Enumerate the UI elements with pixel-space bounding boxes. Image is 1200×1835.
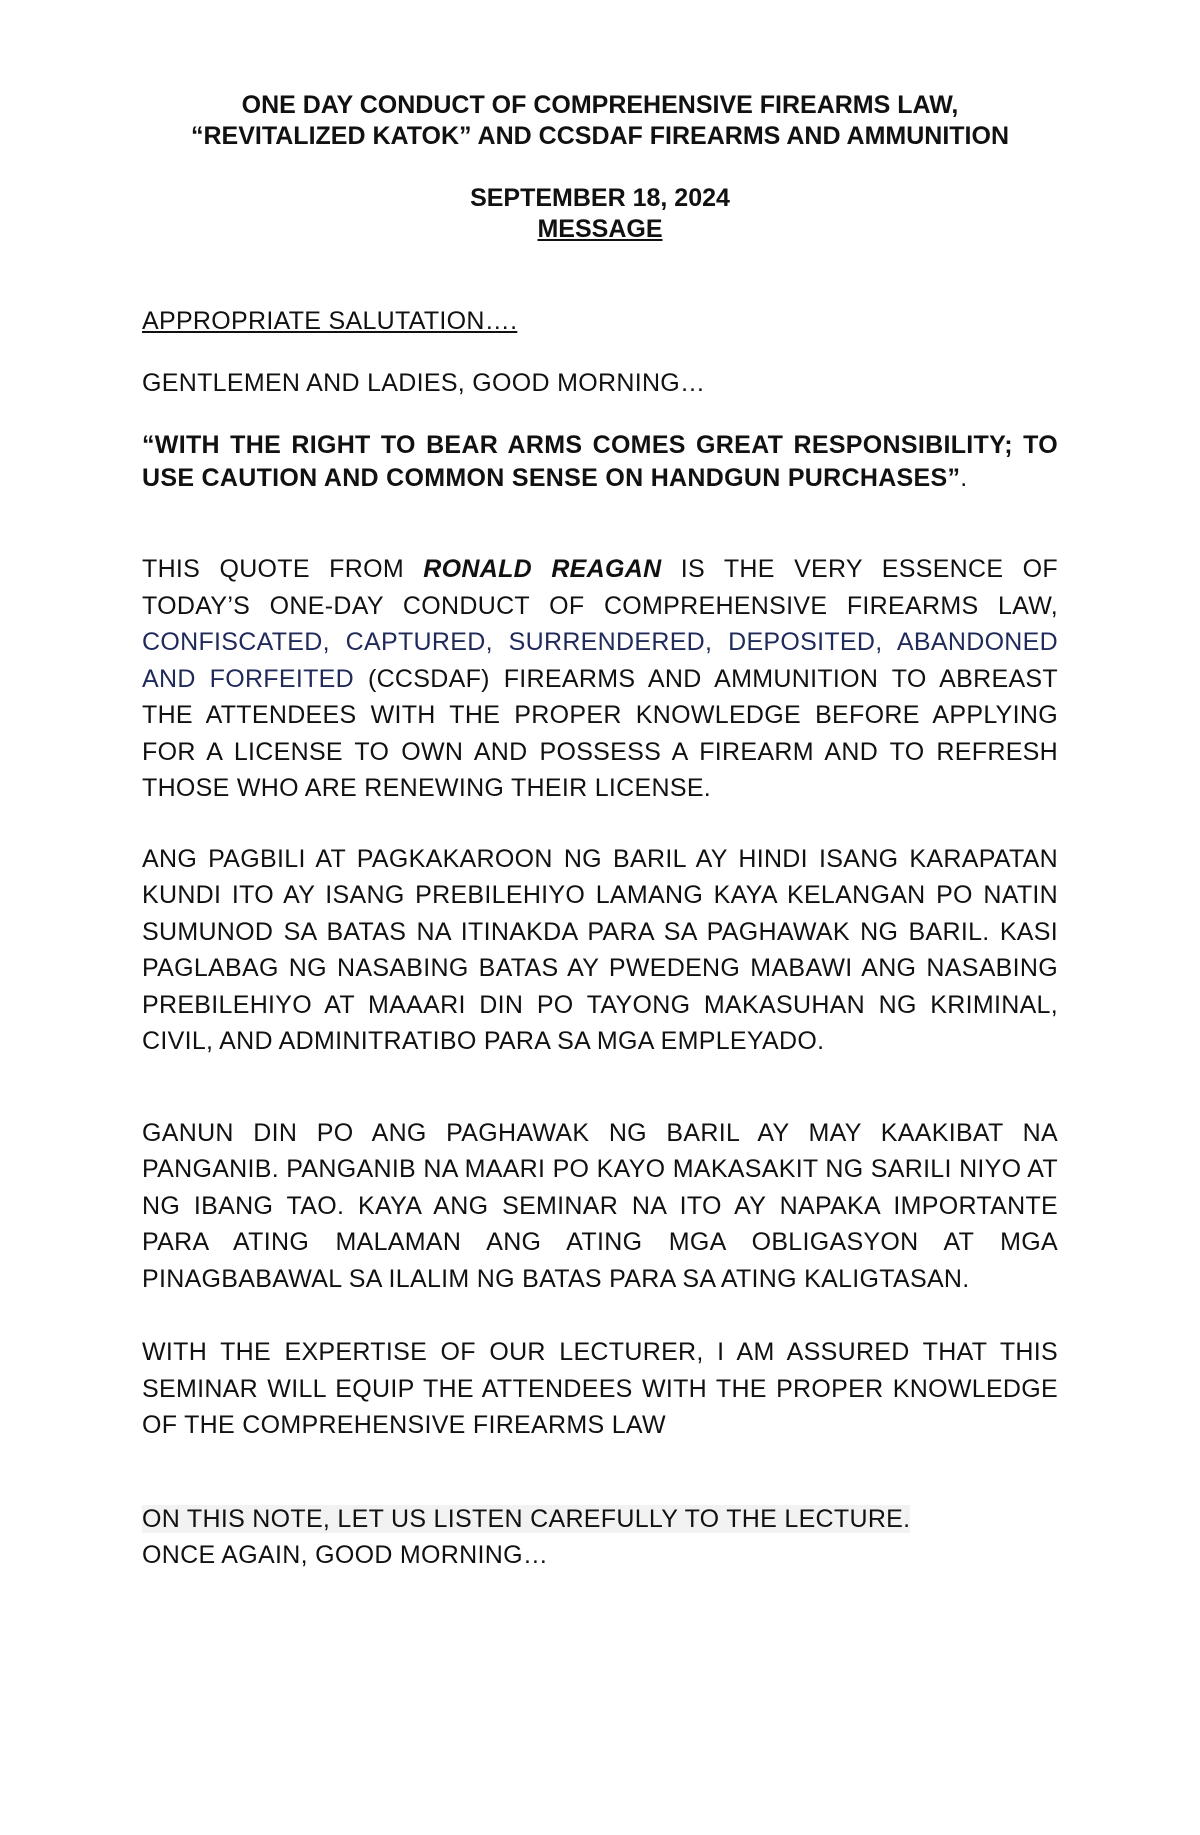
title-line-2: “REVITALIZED KATOK” AND CCSDAF FIREARMS AND AMMUNITION bbox=[190, 122, 1010, 150]
message-heading: MESSAGE bbox=[537, 215, 663, 243]
p1-prefix: THIS QUOTE FROM bbox=[142, 555, 424, 583]
closing-line-2: ONCE AGAIN, GOOD MORNING… bbox=[142, 1541, 549, 1569]
salutation: APPROPRIATE SALUTATION…. bbox=[142, 307, 518, 335]
closing-paragraph bbox=[142, 1501, 1058, 1574]
paragraph-quote-essence bbox=[142, 551, 1058, 807]
quote-end: . bbox=[960, 464, 968, 492]
quote-text: “WITH THE RIGHT TO BEAR ARMS COMES GREAT RESPONSIBILITY; TO USE CAUTION AND COMMON SENSE ON HANDGUN PURCHASES” bbox=[142, 431, 1058, 492]
greeting: GENTLEMEN AND LADIES, GOOD MORNING… bbox=[142, 368, 706, 397]
paragraph-privilege: ANG PAGBILI AT PAGKAKAROON NG BARIL AY HINDI ISANG KARAPATAN KUNDI ITO AY ISANG PREBILEHIYO LAMANG KAYA KELANGAN PO NATIN SUMUNOD SA BATAS NA ITINAKDA PARA SA PAGHAWAK NG BARIL. KASI PAGLABAG NG NASABING BATAS AY PWEDENG MABAWI ANG NASABING PREBILEHIYO AT MAAARI DIN PO TAYONG MAKASUHAN NG KRIMINAL, CIVIL, AND ADMINITRATIBO PARA SA MGA EMPLEYADO. bbox=[142, 844, 1058, 1055]
message-content bbox=[142, 90, 1058, 1574]
title-line-1: ONE DAY CONDUCT OF COMPREHENSIVE FIREARMS LAW, bbox=[241, 91, 959, 119]
quoted-author: RONALD REAGAN bbox=[423, 555, 662, 583]
p1-suffix: (CCSDAF) FIREARMS AND AMMUNITION TO ABREAST THE ATTENDEES WITH THE PROPER KNOWLEDGE BEFORE APPLYING FOR A LICENSE TO OWN AND POSSESS A FIREARM AND TO REFRESH THOSE WHO ARE RENEWING THEIR LICENSE. bbox=[142, 664, 1058, 802]
p1-mid: IS THE VERY ESSENCE OF TODAY’S ONE-DAY CONDUCT OF COMPREHENSIVE FIREARMS LAW, bbox=[142, 555, 1058, 620]
document-title bbox=[142, 90, 1058, 152]
ccsdaf-expansion: CONFISCATED, CAPTURED, SURRENDERED, DEPOSITED, ABANDONED AND FORFEITED bbox=[142, 628, 1058, 693]
paragraph-danger: GANUN DIN PO ANG PAGHAWAK NG BARIL AY MAY KAAKIBAT NA PANGANIB. PANGANIB NA MAARI PO KAYO MAKASAKIT NG SARILI NIYO AT NG IBANG TAO. KAYA ANG SEMINAR NA ITO AY NAPAKA IMPORTANTE PARA ATING MALAMAN ANG ATING MGA OBLIGASYON AT MGA PINAGBABAWAL SA ILALIM NG BATAS PARA SA ATING KALIGTASAN. bbox=[142, 1118, 1058, 1293]
document-date: SEPTEMBER 18, 2024 bbox=[470, 184, 730, 212]
opening-quote bbox=[142, 429, 1058, 495]
paragraph-lecturer: WITH THE EXPERTISE OF OUR LECTURER, I AM ASSURED THAT THIS SEMINAR WILL EQUIP THE ATTENDEES WITH THE PROPER KNOWLEDGE OF THE COMPREHENSIVE FIREARMS LAW bbox=[142, 1338, 1058, 1439]
closing-line-1: ON THIS NOTE, LET US LISTEN CAREFULLY TO THE LECTURE. bbox=[142, 1504, 911, 1533]
